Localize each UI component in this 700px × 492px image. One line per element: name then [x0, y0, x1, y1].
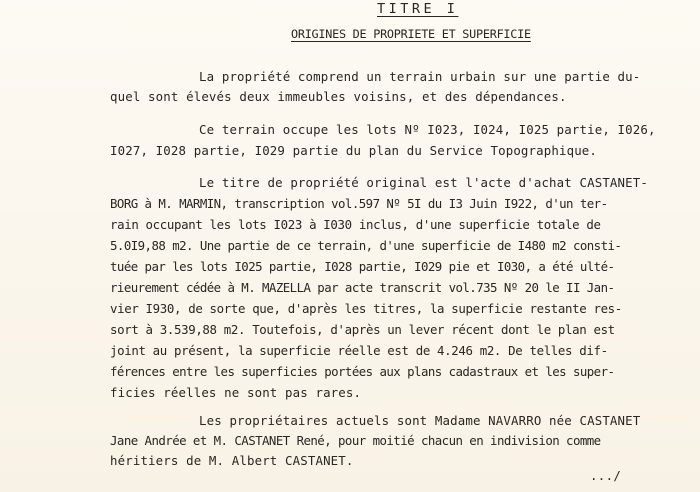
document-title: TITRE I [377, 1, 459, 17]
paragraph-3-line-3: rain occupant les lots I023 à I030 inclus, d'une superficie totale de [110, 217, 601, 232]
paragraph-1-line-2: quel sont élevés deux immeubles voisins, et des dépendances. [110, 89, 567, 104]
paragraph-4-line-1: Les propriétaires actuels sont Madame NAVARRO née CASTANET [199, 413, 641, 428]
paragraph-2-line-2: I027, I028 partie, I029 partie du plan du Service Topographique. [110, 143, 598, 158]
paragraph-1-line-1: La propriété comprend un terrain urbain sur une partie du- [199, 69, 641, 84]
paragraph-4-line-3: héritiers de M. Albert CASTANET. [110, 453, 354, 468]
paragraph-3-line-10: férences entre les superficies portées aux plans cadastraux et les super- [110, 364, 615, 379]
paragraph-3-line-2: BORG à M. MARMIN, transcription vol.597 Nº 5I du I3 Juin I922, d'un ter- [110, 196, 608, 211]
paragraph-3-line-1: Le titre de propriété original est l'acte d'achat CASTANET- [199, 175, 648, 190]
paragraph-2-line-1: Ce terrain occupe les lots Nº I023, I024, I025 partie, I026, [199, 122, 656, 137]
document-subtitle: ORIGINES DE PROPRIETE ET SUPERFICIE [291, 27, 531, 41]
paragraph-3-line-8: sort à 3.539,88 m2. Toutefois, d'après un lever récent dont le plan est [110, 322, 615, 337]
paragraph-3-line-9: joint au présent, la superficie réelle est de 4.246 m2. De telles dif- [110, 343, 608, 358]
continuation-mark: .../ [590, 468, 622, 483]
paragraph-3-line-5: tuée par les lots I025 partie, I028 partie, I029 pie et I030, a été ulté- [110, 259, 615, 274]
paragraph-3-line-7: vier I930, de sorte que, d'après les titres, la superficie restante res- [110, 301, 622, 316]
paragraph-3-line-4: 5.0I9,88 m2. Une partie de ce terrain, d'une superficie de I480 m2 consti- [110, 238, 622, 253]
paragraph-4-line-2: Jane Andrée et M. CASTANET René, pour moitié chacun en indivision comme [110, 433, 601, 448]
paragraph-3-line-11: ficies réelles ne sont pas rares. [110, 385, 362, 400]
paragraph-3-line-6: rieurement cédée à M. MAZELLA par acte transcrit vol.735 Nº 20 le II Jan- [110, 280, 615, 295]
